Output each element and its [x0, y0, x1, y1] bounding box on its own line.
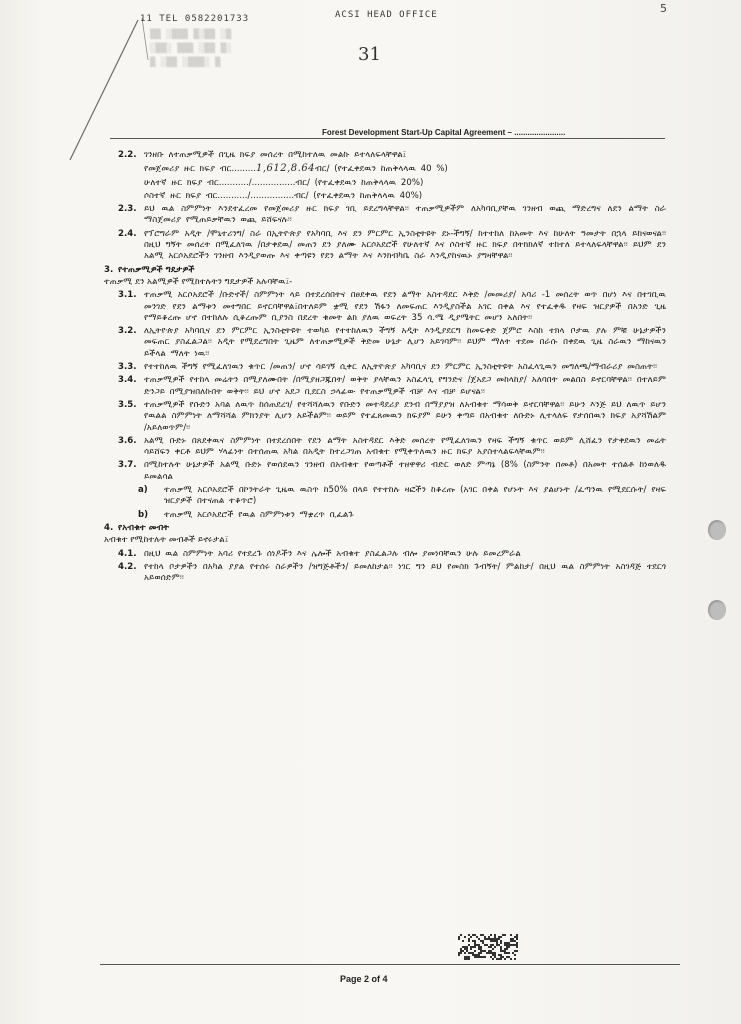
clause-text [118, 191, 666, 202]
clause-number: 3.6. [118, 435, 137, 446]
clause-text [118, 178, 666, 189]
fax-sender-office: ACSI HEAD OFFICE [335, 10, 438, 20]
clause-item [118, 400, 666, 434]
footer-rule [100, 964, 680, 965]
clause-text-main: የተተከለዉ ችግኝ የሚፈለገዉን ቁጥር /መጠን/ ሆኖ ሳይገኝ ሲቀር ለኢትዮጵያ አካባቢና ደን ምርምር ኢንስቲትዩት አስፈላጊዉን መግለጫ/ማብራሪያ መስጠት፡፡ [144, 362, 658, 373]
clause-item [118, 460, 666, 483]
section-heading-text: የተጠቃሚዎች ግዴታዎች [118, 264, 195, 275]
clause-text-main: ለኢትዮጵያ አካባቢና ደን ምርምር ኢንስቲትዩት ተወካይ የተተከለዉን ችግኝ አዲት እንዲያደርግ ከመፍቀድ ጀምሮ እስከ ተክላ ቦታዉ ያሉ ምቹ ሁኔታዎችን መፍጠር ያስፈልጋል፡፡ አዲት የሚደረግበት ጊዜም ለተጠቃሚዎች ቅድመ ሁኔታ ሊሆን አይገባም፡፡ ይህም ማለት ተደመ በራሱ በቀደዉ ጊዜ ስራዉን ማከናዉን ይችላል ማለት ነዉ፡፡ [144, 326, 666, 359]
clause-text-main: ተጠቃሚዎች የቡድን አባል ለዉጥ ከሰጠደረገ/ የተሻሻለዉን የቡድን መተዳደሪያ ደንብ በማያያዝ ለአብቁተ ማሳወቅ ይኖርባቸዋል፡፡ ይሁን እንጅ ይህ ለዉጥ ይሆን የዉልል ስምምነት ለማሻሻል ምክንያት ሊሆን አይችልም፡፡ ወይም የተፈጸመዉን ክፍያም ይሁን ቀጣይ በአብቁተ ለቡድኑ ሊተላለፍ የታሰበዉን ክፍያ አያሻሽልም /አይለወጥም/፡፡ [144, 399, 666, 433]
clause-text-main: ሁለተኛ ዙር ክፍያ ብር.........../................ብር/ (የተፈቀደዉን ከጠቅላላዉ 20%) [144, 177, 424, 188]
clause-item [118, 191, 666, 202]
corner-mark: 5 [660, 2, 667, 15]
clause-text-main: ይህ ዉል ስምምነት እንደተፈረመ የመጀመሪያ ዙር ክፍያ ገቢ ይደረግላቸዋል፡፡ ተጠቃሚዎችም ለአካባቢያቸዉ ገንዘብ ወጪ ማድረግና ለደን ልማት ስራ ማስጀመሪያ የሚጠይቃቸዉን ወጪ ይሸፍናሉ፡፡ [144, 204, 666, 226]
clause-item [118, 178, 666, 189]
section-heading [104, 523, 666, 534]
header-rule [110, 138, 665, 139]
qr-code-image [458, 934, 518, 960]
clause-item [118, 163, 666, 175]
fax-header [140, 10, 700, 26]
clause-text-main: የመጀመሪያ ዙር ክፍያ ብር......... [144, 164, 256, 175]
clause-item [118, 549, 666, 560]
clause-text [118, 460, 666, 483]
clause-item [118, 204, 666, 227]
section-number: 4. [104, 522, 114, 533]
clause-number: 3.1. [118, 290, 137, 301]
fax-telephone: 11 TEL 0582201733 [140, 14, 250, 24]
clause-text [118, 290, 666, 324]
section-heading-text: የአብቁተ መብት [118, 522, 170, 533]
clause-text-main: የፕሮግራም አዲት /ሞኒተሪንግ/ ስራ በኢትዮጵያ የአካባቢ እና ደን ምርምር ኢንስቲትዩት ደኑ-ችግኝ/ ከተተከለ ከአመት እና ከሁለት ዓመታት በኋላ ይከናወናል፡፡ በዚህ ግኝት መሰረት በሚፈለገዉ /በታቀደዉ/ መጠን ደን ያለሙ አርሶአደሮች የሁለተኛ እና ሶስተኛ ዙር ክፍያ በትክክለኛ ተከተለ ይተላለፍላቸዋል፡፡ ይህም ደን አልሚ አርሶአደሮችን ገንዘብ እንዲያወጡ እና ቀጣዩን የደን ልማት እና እንክብካቤ ስራ እንዲያከናዉኑ ያግዛቸዋል፡፡ [144, 228, 666, 262]
clause-text-main: ገንዘቡ ለተጠቃሚዎች በጊዜ ክፍያ መሰረት በሚከተለዉ መልኩ ይተላለፍላቸዋል፤ [144, 150, 407, 160]
clause-number: a) [138, 485, 148, 496]
clause-text-main: ተጠቃሚ አርሶአደሮች በኮንትራት ጊዜዉ ዉስጥ ከ50% በላይ የተተከሉ ዛፎችን ከቆረጡ (አገር በቀል የሆኑት እና ያልሆኑት /ፈጣንዉ የሚደርሱት/ የዛፍ ዝርያዎች በተናጠል ተቆጥሮ) [164, 485, 666, 507]
clause-text-main: ተጠቃሚዎች የተከላ መሬትን በሚያለሙበት /በሚያዘጋጁበት/ ወቅት ያላቸዉን አስፈላጊ የግንድና /ጀአደጋ መከላከያ/ አለባበት መልበስ ይኖርባቸዋል፡፡ በተለይም ድንጋይ በሚያዝበለኩበት ወቅት፡፡ ይህ ሆኖ አደጋ ቢደርስ ኃላፊው የተጠቃሚዎች ብቻ እና ብቻ ይሆናል፡፡ [144, 375, 666, 397]
clause-text [118, 375, 666, 398]
clause-number: 3.7. [118, 460, 137, 471]
clause-number: 3.3. [118, 362, 137, 373]
clause-number: b) [138, 509, 149, 520]
clause-text [138, 510, 666, 521]
agreement-body [104, 150, 666, 586]
clause-item [118, 326, 666, 360]
clause-item [118, 229, 666, 263]
section-intro: ተጠቃሚ ደን አልሚዎች የሚከተሉትን ግዴታዎች አሉባቸዉ፤- [104, 276, 293, 287]
clause-number: 3.2. [118, 326, 137, 337]
clause-text [118, 204, 666, 227]
clause-item [138, 485, 666, 508]
clause-number: 4.2. [118, 561, 137, 572]
clause-text-main: የተከላ ቦታዎችን በአካል ያያል የተሰሩ ስራዎችን /ዝግጅቶችን/ ይመለከታል፡፡ ነገር ግን ይህ የመስክ ጉብኝት/ ምልከታ/ በዚህ ዉል ስምምነት አስገዳጅ ተደርጎ አይወሰድም፡፡ [144, 561, 666, 584]
clause-text-main: ተጠቃሚ አርሶአደሮች የዉል ስምምነቱን ማቋረጥ ቢፈልጉ [164, 509, 354, 520]
section-heading [104, 265, 666, 276]
clause-number: 3.4. [118, 375, 137, 386]
clause-text-main: አልሚ ቡድኑ በጸደቀዉና ስምምነት በተደረሰበት የደን ልማት አስተዳደር እቅድ መሰረት የሚፈለገዉን የዛፍ ችግኝ ቁጥር ወይም ሊሸፈን የታቀደዉን መሬት ሳይሸፍን ቀርቶ ይህም ሃላፊነት በተሰጠዉ አካል በአዲት ከተረጋገጠ አብቁተ የሚቀጥለዉን ዙር ክፍያ አያስተላልፍላቸዉም፡፡ [144, 435, 666, 458]
clause-number: 2.4. [118, 228, 137, 239]
clause-item [118, 362, 666, 373]
punch-hole [708, 520, 726, 540]
handwritten-amount: 1,612,8.64 [255, 163, 316, 175]
clause-text-main: ሶስተኛ ዙር ክፍያ ብር.........../................ብር/ (የተፈቀደዉን ከጠቅላላዉ 40%) [144, 190, 423, 201]
clause-text-main: በዚህ ዉል ስምምነት አባሪ የተደረጉ ሰነዶችን እና ሌሎች አብቁተ ያስፈልጋሉ ብሎ ያመነባቸዉን ሁሉ ይመረምራል [144, 548, 521, 559]
clause-text [118, 436, 666, 459]
clause-number: 2.3. [118, 204, 137, 215]
clause-text [118, 163, 666, 175]
section-number: 3. [104, 264, 114, 275]
clause-text [118, 562, 666, 585]
section-intro: አብቁተ የሚከተሉት መብቶች ይኖሩታል፤ [104, 535, 229, 546]
handwritten-page-number: 31 [358, 44, 381, 65]
clause-text [118, 362, 666, 373]
clause-item [118, 150, 666, 161]
clause-text-tail: ብር/ (የተፈቀደዉን ከጠቅላላዉ 40 %) [315, 164, 448, 175]
clause-item [138, 510, 666, 521]
clause-text-main: በሚከተሉት ሁኔታዎች አልሚ ቡድኑ የወሰደዉን ገንዘብ በአብቁተ የወጣቶች ተዘዋዋሪ ብድር ወለድ ምጣኔ (8% (ስምንት በመቶ) በአመት ተሰልቶ ከነወለዱ ይመልሳል [144, 460, 666, 482]
clause-text [118, 400, 666, 434]
clause-number: 4.1. [118, 548, 137, 559]
clause-text [118, 150, 666, 161]
document-title [322, 128, 565, 137]
clause-item [118, 436, 666, 459]
clause-item [118, 375, 666, 398]
clause-item [118, 290, 666, 324]
page-number: Page 2 of 4 [340, 974, 388, 984]
fold-crease-mark [30, 0, 150, 170]
clause-text [118, 326, 666, 360]
document-title-dots: ....................... [514, 128, 566, 137]
clause-item [118, 562, 666, 585]
clause-text-main: ተጠቃሚ አርሶአደሮች /ቡድኖች/ ስምምነት ላይ በተደረሰበትና በፀደቀዉ የደን ልማት አስተዳደር እቅድ /መመሪያ/ አባሪ -1 መሰረት ወጥ በሆነ እና በተገቢዉ መንገድ የደን ልማቱን መተግበር ይኖርባቸዋል፤በተለይም ቋሚ የደን ሽፋን ለመፍጠር እንዲያስችል አገር በቀል እና የተፈቀዱ የዛፍ ዝርያዎች በአንድ ጊዜ የማይቆረጡ ሆኖ በተከለሉ ሲቆረጡም ቢያንስ በደረት ቁመት ልክ ያለዉ ወፍረት 35 ሳ.ሜ ዲያሜትር መሆን አለበት፡፡ [144, 290, 666, 323]
clause-text [138, 485, 666, 508]
punch-hole [708, 600, 726, 620]
faded-stamp: ▒▒ ░▒▒▒ ▒░▒▒ ░▒ ░▒▒░ ▒▒▒ ░▒▒ ▒░ ▒ ░▒▒ ░▒▒▒░ ▒ [150, 30, 232, 68]
clause-text [118, 229, 666, 263]
clause-text [118, 549, 666, 560]
document-title-text: Forest Development Start-Up Capital Agreement – [322, 128, 512, 137]
clause-number: 3.5. [118, 399, 137, 410]
clause-number: 2.2. [118, 150, 137, 160]
